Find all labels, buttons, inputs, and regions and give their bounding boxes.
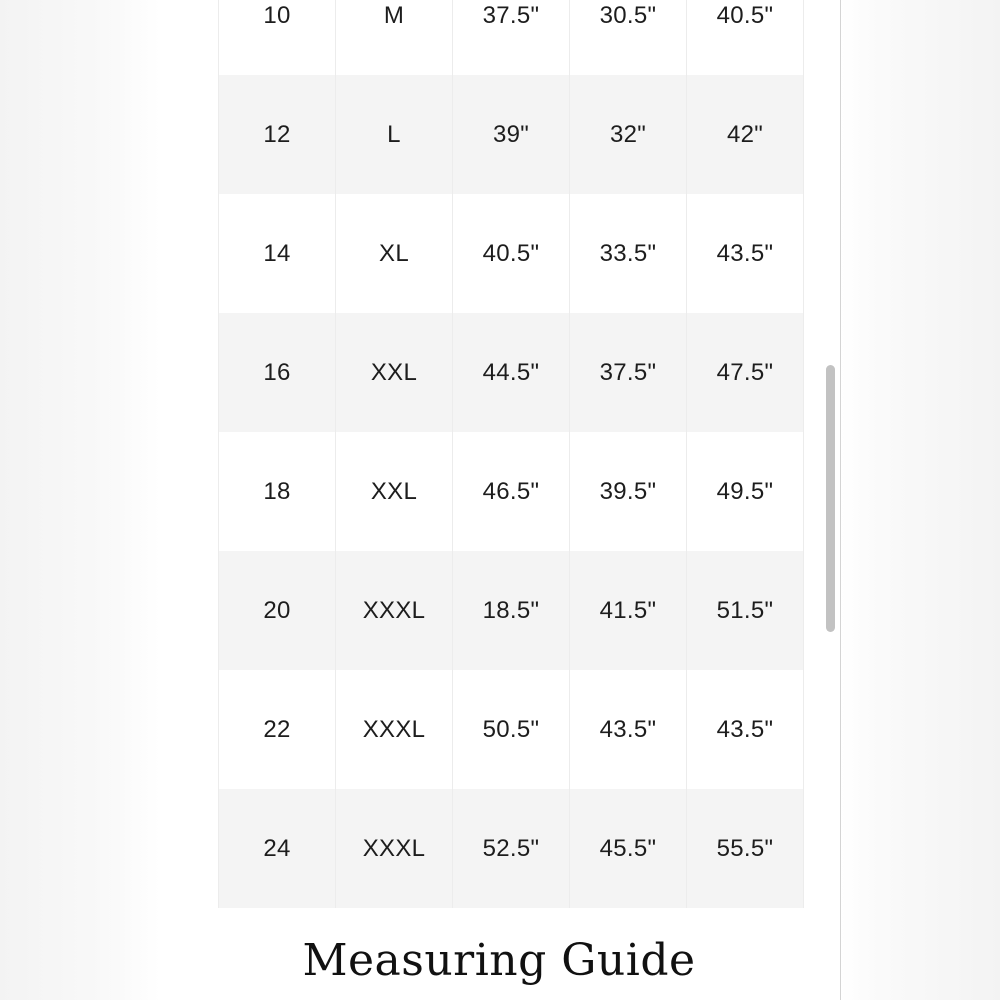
waist-cell: 45.5" [570, 789, 687, 908]
us-size-cell: 10 [219, 0, 336, 75]
hips-cell: 40.5" [687, 0, 804, 75]
hips-cell: 49.5" [687, 432, 804, 551]
size-chart-table [218, 0, 804, 908]
table-row [219, 551, 804, 670]
size-chart-body [219, 0, 804, 908]
waist-cell: 41.5" [570, 551, 687, 670]
letter-size-cell: XXL [336, 432, 453, 551]
letter-size-cell: XXXL [336, 789, 453, 908]
letter-size-cell: XXXL [336, 551, 453, 670]
table-row [219, 75, 804, 194]
waist-cell: 32" [570, 75, 687, 194]
hips-cell: 51.5" [687, 551, 804, 670]
waist-cell: 43.5" [570, 670, 687, 789]
waist-cell: 37.5" [570, 313, 687, 432]
bust-cell: 46.5" [453, 432, 570, 551]
hips-cell: 43.5" [687, 194, 804, 313]
letter-size-cell: XXXL [336, 670, 453, 789]
waist-cell: 33.5" [570, 194, 687, 313]
letter-size-cell: XXL [336, 313, 453, 432]
bust-cell: 52.5" [453, 789, 570, 908]
scrollbar-thumb[interactable] [826, 365, 835, 632]
hips-cell: 43.5" [687, 670, 804, 789]
panel-divider [840, 0, 841, 1000]
bust-cell: 44.5" [453, 313, 570, 432]
table-row [219, 670, 804, 789]
waist-cell: 30.5" [570, 0, 687, 75]
measuring-guide-heading: Measuring Guide [302, 935, 696, 986]
content-panel [158, 0, 840, 1000]
us-size-cell: 24 [219, 789, 336, 908]
bust-cell: 37.5" [453, 0, 570, 75]
table-row [219, 789, 804, 908]
hips-cell: 47.5" [687, 313, 804, 432]
letter-size-cell: XL [336, 194, 453, 313]
us-size-cell: 18 [219, 432, 336, 551]
bust-cell: 18.5" [453, 551, 570, 670]
us-size-cell: 12 [219, 75, 336, 194]
hips-cell: 42" [687, 75, 804, 194]
bust-cell: 39" [453, 75, 570, 194]
table-row [219, 0, 804, 75]
bust-cell: 40.5" [453, 194, 570, 313]
waist-cell: 39.5" [570, 432, 687, 551]
us-size-cell: 14 [219, 194, 336, 313]
us-size-cell: 16 [219, 313, 336, 432]
letter-size-cell: L [336, 75, 453, 194]
table-row [219, 432, 804, 551]
us-size-cell: 20 [219, 551, 336, 670]
us-size-cell: 22 [219, 670, 336, 789]
bust-cell: 50.5" [453, 670, 570, 789]
table-row [219, 194, 804, 313]
letter-size-cell: M [336, 0, 453, 75]
hips-cell: 55.5" [687, 789, 804, 908]
table-row [219, 313, 804, 432]
